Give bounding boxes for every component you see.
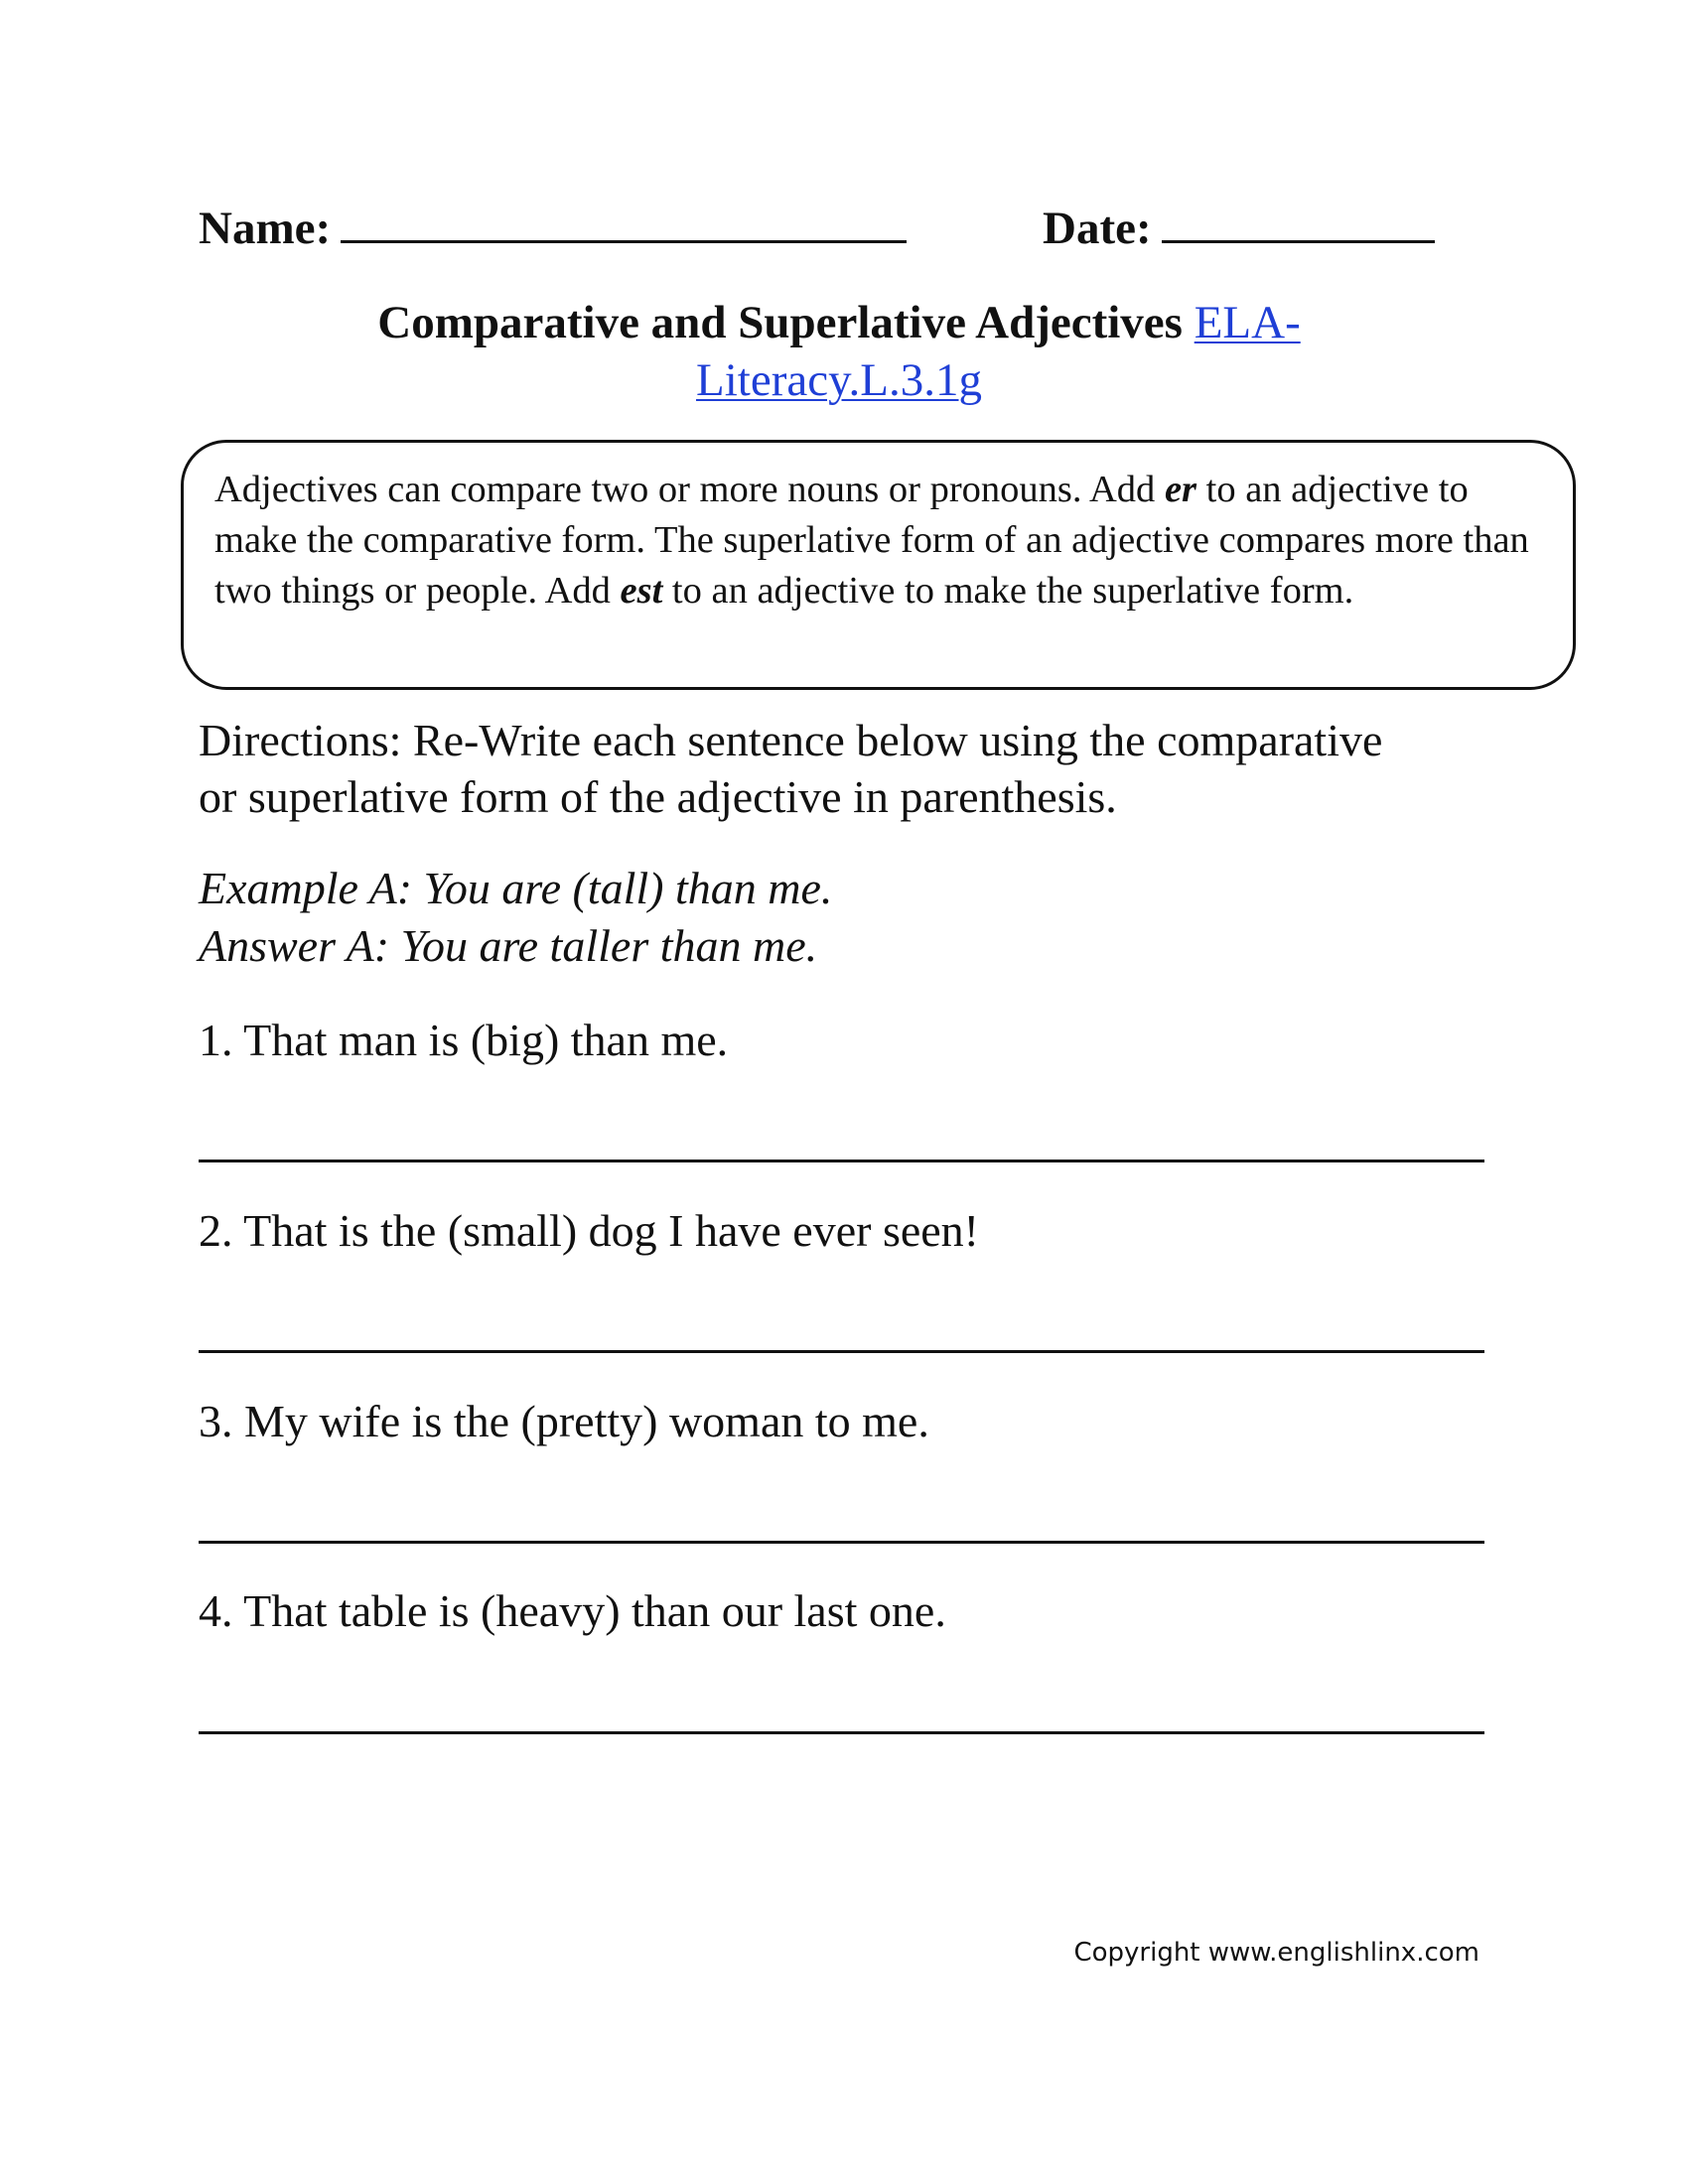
directions-line-1: Directions: Re-Write each sentence below using the comparative: [199, 715, 1383, 765]
answer-line-4[interactable]: [199, 1731, 1484, 1734]
answer-line-1[interactable]: [199, 1160, 1484, 1162]
name-label: Name:: [199, 203, 332, 254]
title-text: Comparative and Superlative Adjectives: [377, 297, 1183, 348]
question-3: 3. My wife is the (pretty) woman to me.: [199, 1396, 929, 1446]
worksheet-title: [199, 294, 1479, 409]
copyright-text: Copyright www.englishlinx.com: [1073, 1938, 1479, 1968]
standard-link-part1[interactable]: ELA-: [1194, 297, 1301, 348]
date-label: Date:: [1043, 203, 1152, 254]
answer-line-2[interactable]: [199, 1350, 1484, 1353]
question-2: 2. That is the (small) dog I have ever seen!: [199, 1205, 979, 1256]
example-answer: Answer A: You are taller than me.: [199, 920, 818, 971]
directions: [199, 712, 1509, 825]
info-keyword-er: er: [1164, 469, 1197, 510]
question-1: 1. That man is (big) than me.: [199, 1015, 729, 1065]
info-box: [181, 440, 1576, 690]
question-4: 4. That table is (heavy) than our last one.: [199, 1585, 946, 1636]
directions-line-2: or superlative form of the adjective in parenthesis.: [199, 771, 1117, 822]
date-blank-line[interactable]: [1162, 240, 1435, 243]
name-field: [199, 199, 907, 258]
answer-line-3[interactable]: [199, 1541, 1484, 1544]
info-text-1: Adjectives can compare two or more nouns or pronouns. Add: [214, 469, 1165, 510]
info-keyword-est: est: [620, 570, 663, 612]
name-blank-line[interactable]: [341, 240, 907, 243]
date-field: [1043, 199, 1435, 258]
example-question: Example A: You are (tall) than me.: [199, 863, 833, 913]
info-text-3: to an adjective to make the superlative form.: [662, 570, 1354, 612]
standard-link-part2[interactable]: Literacy.L.3.1g: [696, 354, 982, 406]
info-text-2: to an adjective to make the comparative form. The superlative form of an adjective compares more than two things or people. Add: [214, 469, 1529, 612]
